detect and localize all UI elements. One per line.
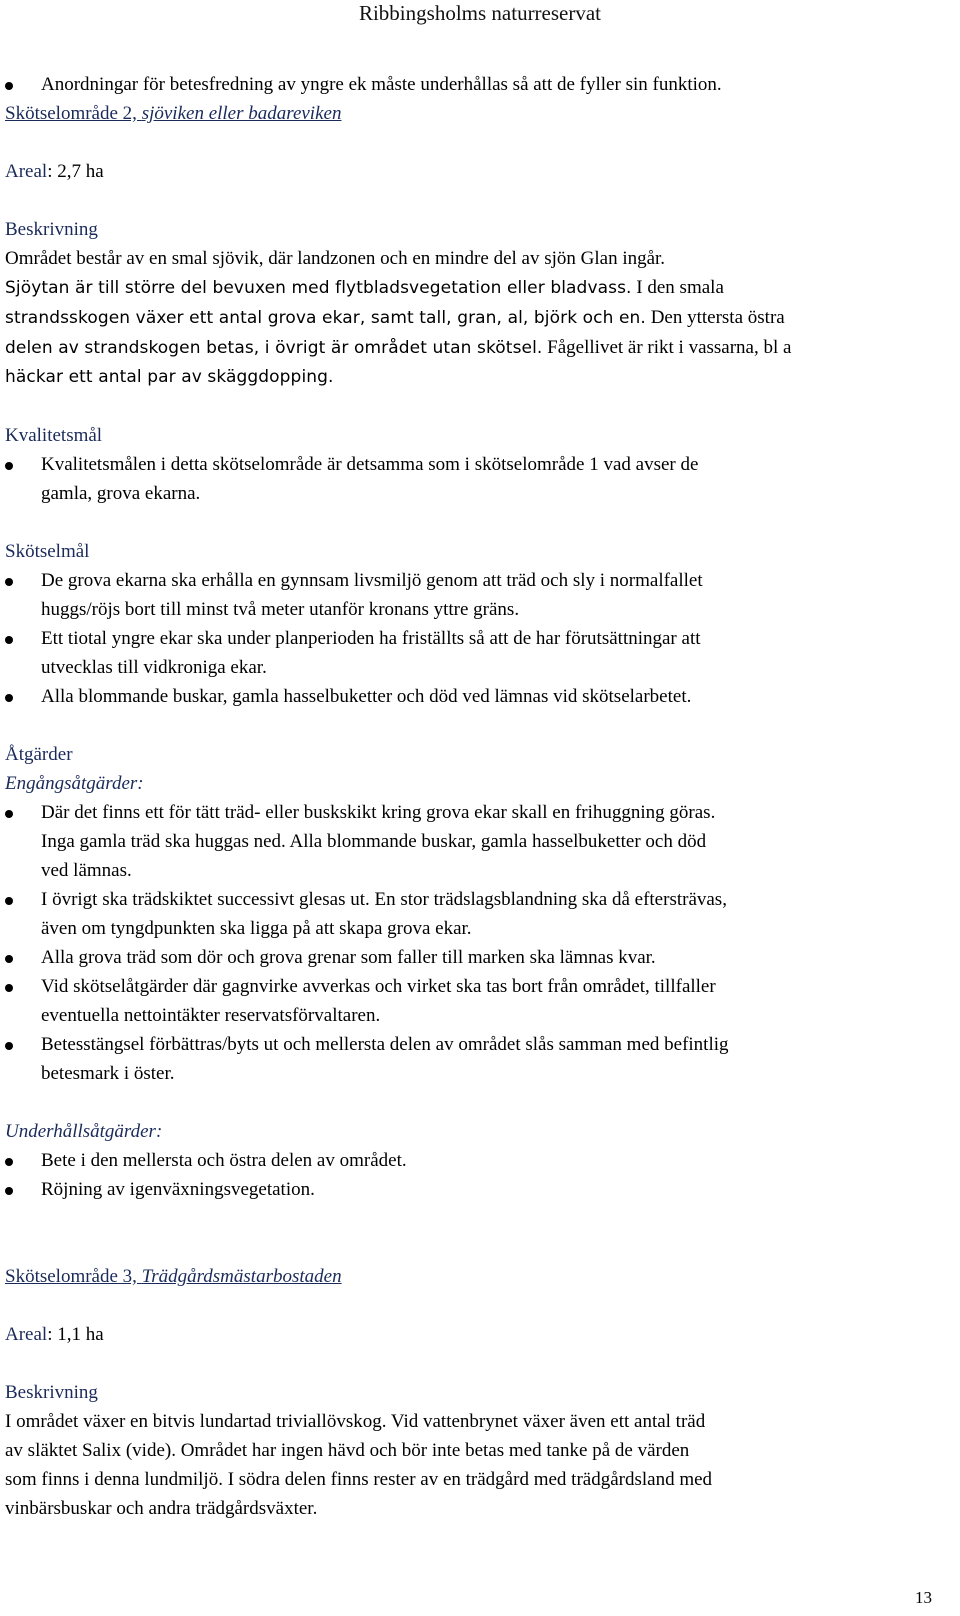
bullet-icon [5,897,13,905]
list-item [5,682,955,711]
list-item [5,1175,955,1204]
area2-beskrivning-heading: Beskrivning [5,219,98,240]
bullet-icon [5,578,13,586]
list-item [5,624,955,682]
list-item [5,798,955,885]
page-number: 13 [915,1588,932,1607]
list-item [5,885,955,943]
list-item-line: Alla blommande buskar, gamla hasselbuketter och död ved lämnas vid skötselarbetet. [41,686,692,707]
running-title: Ribbingsholms naturreservat [358,1,602,25]
bullet-icon [5,1158,13,1166]
list-item-line: ved lämnas. [41,860,132,881]
underhall-list [5,1146,955,1204]
page-content [5,70,955,1523]
list-item-line: betesmark i öster. [41,1063,175,1084]
bullet-icon [5,1187,13,1195]
list-item-line: Ett tiotal yngre ekar ska under planperioden ha friställts så att de har förutsättningar att [41,628,701,649]
kvalitetsmal-list [5,450,955,508]
list-item-line: gamla, grova ekarna. [41,483,201,504]
list-item [5,450,955,508]
bullet-icon [5,955,13,963]
list-item-line: Betesstängsel förbättras/byts ut och mellersta delen av området slås samman med befintlig [41,1034,729,1055]
list-item-line: huggs/röjs bort till minst två meter utanför kronans yttre gräns. [41,599,520,620]
list-item-line: utvecklas till vidkroniga ekar. [41,657,267,678]
area3-beskrivning-heading: Beskrivning [5,1382,98,1403]
underhall-heading: Underhållsåtgärder: [5,1121,163,1142]
list-item-line: eventuella nettointäkter reservatsförvaltaren. [41,1005,381,1026]
list-item-line: Röjning av igenväxningsvegetation. [41,1179,315,1200]
list-item-line: I övrigt ska trädskiktet successivt glesas ut. En stor trädslagsblandning ska då eftersträvas, [41,889,727,910]
area3-beskrivning-text: I området växer en bitvis lundartad triviallövskog. Vid vattenbrynet växer även ett antal träd av släktet Salix (vide). Området har ingen hävd och bör inte betas med tanke på de värden som finns i denna lundmiljö. I södra delen finns rester av en trädgård med trädgårdsland med vinbärsbuskar och andra trädgårdsväxter. [5,1411,713,1519]
bullet-icon [5,1042,13,1050]
list-item-line: Bete i den mellersta och östra delen av området. [41,1150,407,1171]
bullet-icon [5,636,13,644]
bullet-icon [5,82,13,90]
skotselmal-list [5,566,955,711]
bullet-icon [5,462,13,470]
bullet-icon [5,984,13,992]
list-item [5,1146,955,1175]
list-item [5,566,955,624]
atgarder-heading: Åtgärder [5,744,73,765]
list-item-line: Vid skötselåtgärder där gagnvirke avverkas och virket ska tas bort från området, tillfaller [41,976,716,997]
list-item-line: De grova ekarna ska erhålla en gynnsam livsmiljö genom att träd och sly i normalfallet [41,570,703,591]
kvalitetsmal-heading: Kvalitetsmål [5,425,103,446]
list-item-line: Där det finns ett för tätt träd- eller buskskikt kring grova ekar skall en frihuggning göras. [41,802,716,823]
list-item [5,1030,955,1088]
list-item-line: Inga gamla träd ska huggas ned. Alla blommande buskar, gamla hasselbuketter och död [41,831,707,852]
engangs-list [5,798,955,1088]
area3-title: Skötselområde 3, Trädgårdsmästarbostaden [5,1266,342,1287]
area3-areal: Areal: 1,1 ha [5,1324,104,1345]
top-bullet-list [5,70,955,99]
area2-beskrivning-text: Området består av en smal sjövik, där landzonen och en mindre del av sjön Glan ingår. Sjöytan är till större del bevuxen med flytbladsvegetation eller bladvass. I den smala strandsskogen växer ett antal grova ekar, samt tall, gran, al, björk och en. Den yttersta östra delen av strandskogen betas, i övrigt är området utan skötsel. Fågellivet är rikt i vassarna, bl a häckar ett antal par av skäggdopping. [5,248,792,387]
list-item [5,972,955,1030]
list-item: Anordningar för betesfredning av yngre ek måste underhållas så att de fyller sin funktion. [5,70,955,99]
list-item [5,943,955,972]
area2-areal: Areal: 2,7 ha [5,161,104,182]
skotselmal-heading: Skötselmål [5,541,90,562]
area2-title: Skötselområde 2, sjöviken eller badareviken [5,103,342,124]
list-item-line: även om tyngdpunkten ska ligga på att skapa grova ekar. [41,918,472,939]
engangs-heading: Engångsåtgärder: [5,773,144,794]
list-item-line: Kvalitetsmålen i detta skötselområde är detsamma som i skötselområde 1 vad avser de [41,454,699,475]
list-item-line: Alla grova träd som dör och grova grenar som faller till marken ska lämnas kvar. [41,947,656,968]
bullet-icon [5,694,13,702]
bullet-icon [5,810,13,818]
